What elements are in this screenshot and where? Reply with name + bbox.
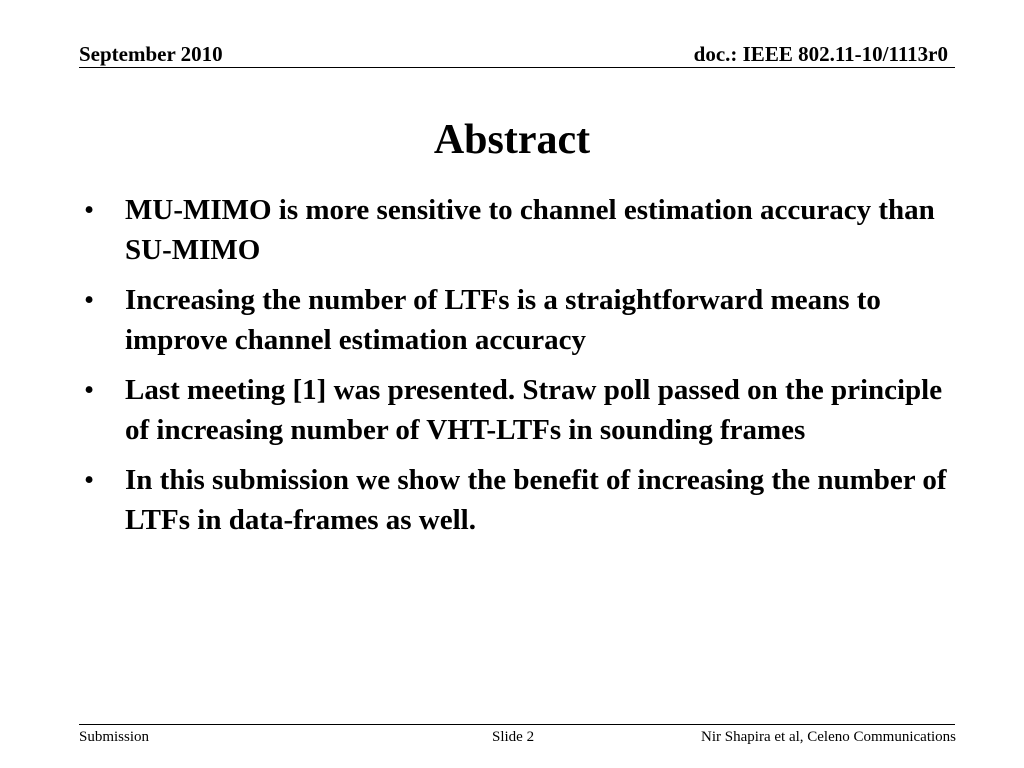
bullet-dot-icon: • (84, 194, 95, 226)
bullet-item (84, 460, 954, 540)
bullet-item (84, 190, 954, 270)
bullet-item (84, 280, 954, 360)
bullet-text: MU-MIMO is more sensitive to channel estimation accuracy than SU-MIMO (125, 194, 935, 266)
header-doc-id: doc.: IEEE 802.11-10/1113r0 (693, 42, 948, 66)
bullet-item (84, 370, 954, 450)
footer-submission: Submission (79, 729, 150, 745)
bullet-text: Last meeting [1] was presented. Straw poll passed on the principle of increasing number of VHT-LTFs in sounding frames (125, 374, 943, 446)
slide-title: Abstract (433, 117, 591, 163)
bullet-dot-icon: • (84, 284, 95, 316)
bullet-text: In this submission we show the benefit of increasing the number of LTFs in data-frames as well. (125, 464, 947, 536)
footer-slide-number: Slide 2 (492, 729, 535, 745)
bullet-dot-icon: • (84, 464, 95, 496)
bullet-dot-icon: • (84, 374, 95, 406)
footer-authors: Nir Shapira et al, Celeno Communications (701, 729, 956, 745)
bullet-text: Increasing the number of LTFs is a straightforward means to improve channel estimation accuracy (125, 284, 881, 356)
bullet-list (84, 190, 954, 550)
footer-divider (79, 724, 955, 725)
header-divider (79, 67, 955, 68)
header-date: September 2010 (79, 42, 223, 66)
